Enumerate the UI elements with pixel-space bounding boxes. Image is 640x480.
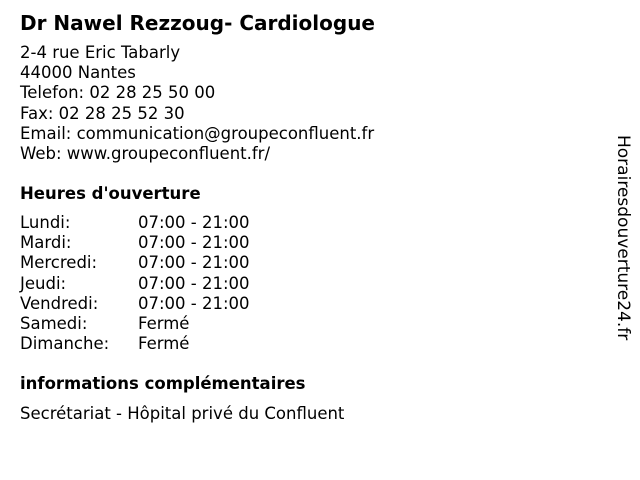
- hours-row-thursday: [20, 274, 250, 294]
- day-label: Jeudi:: [20, 273, 67, 293]
- hours-row-monday: [20, 213, 250, 233]
- info-heading: informations complémentaires: [20, 374, 306, 393]
- hours-row-sunday: [20, 334, 250, 354]
- hours-row-saturday: [20, 314, 250, 334]
- phone-number: Telefon: 02 28 25 50 00: [20, 83, 216, 103]
- hours-row-tuesday: [20, 233, 250, 253]
- hours-row-wednesday: [20, 253, 250, 273]
- watermark: [608, 135, 638, 375]
- day-label: Samedi:: [20, 314, 88, 334]
- day-label: Dimanche:: [20, 334, 110, 354]
- day-hours: 07:00 - 21:00: [138, 253, 250, 273]
- day-hours: Fermé: [138, 334, 190, 354]
- watermark-text: Horairesdouverture24.fr: [613, 135, 633, 341]
- website-url: Web: www.groupeconfluent.fr/: [20, 144, 271, 164]
- info-text: Secrétariat - Hôpital privé du Confluent: [20, 404, 345, 423]
- page-title: Dr Nawel Rezzoug- Cardiologue: [20, 11, 375, 35]
- hours-row-friday: [20, 294, 250, 314]
- day-label: Mercredi:: [20, 253, 98, 273]
- hours-heading: Heures d'ouverture: [20, 184, 201, 203]
- contact-block: [20, 43, 374, 164]
- opening-hours-table: [20, 213, 250, 354]
- day-label: Lundi:: [20, 213, 71, 232]
- address-street: 2-4 rue Eric Tabarly: [20, 43, 181, 62]
- day-hours: 07:00 - 21:00: [138, 233, 250, 253]
- day-label: Mardi:: [20, 233, 72, 253]
- day-hours: Fermé: [138, 314, 190, 334]
- fax-number: Fax: 02 28 25 52 30: [20, 103, 185, 123]
- day-label: Vendredi:: [20, 293, 99, 313]
- address-city: 44000 Nantes: [20, 63, 136, 83]
- email-address: Email: communication@groupeconfluent.fr: [20, 123, 375, 143]
- day-hours: 07:00 - 21:00: [138, 213, 250, 232]
- day-hours: 07:00 - 21:00: [138, 293, 250, 313]
- day-hours: 07:00 - 21:00: [138, 273, 250, 293]
